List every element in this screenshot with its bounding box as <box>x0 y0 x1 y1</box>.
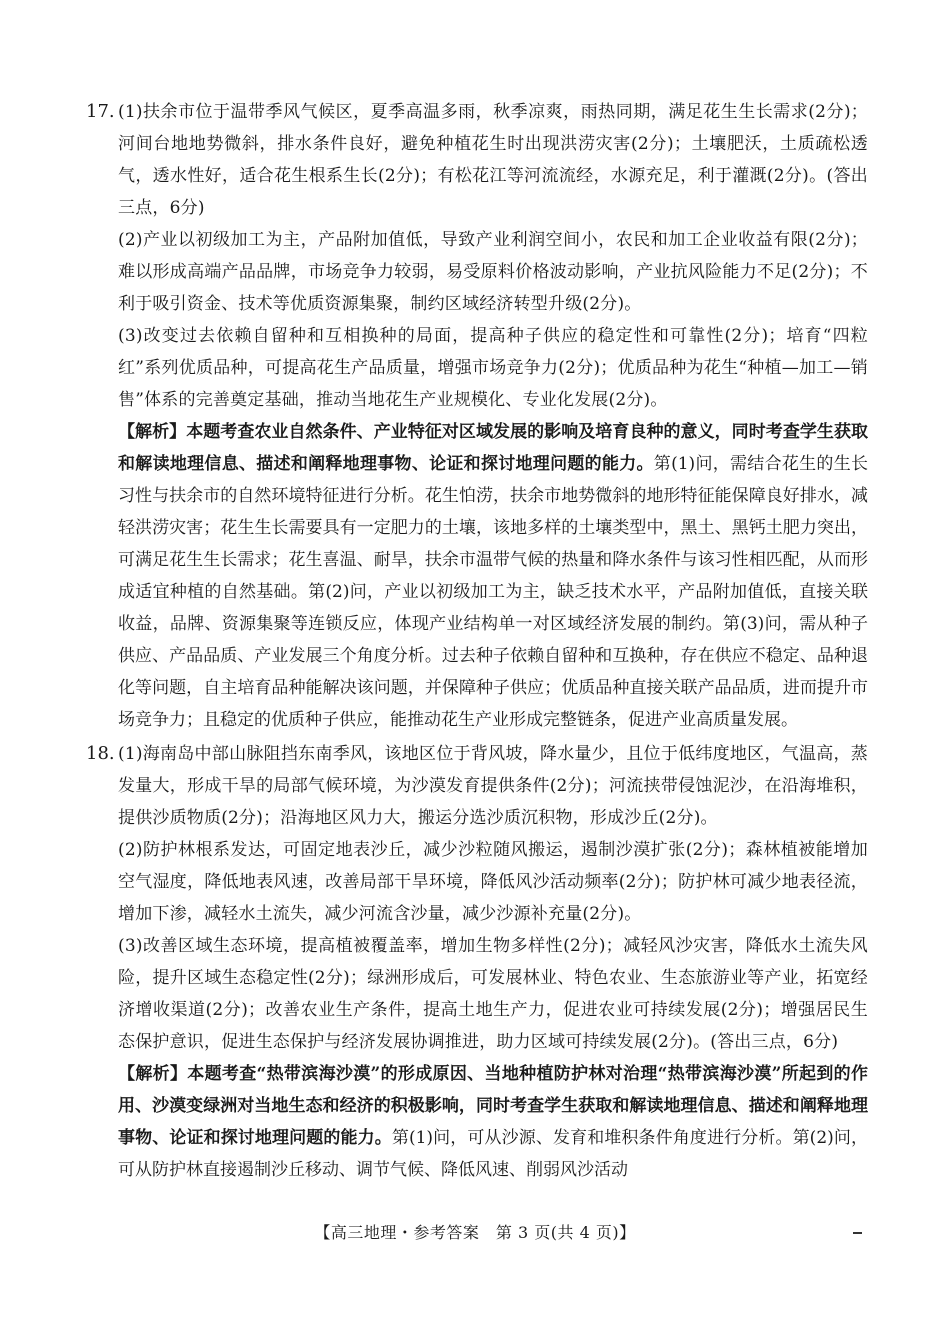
answer-part-3: (3)改变过去依赖自留种和互相换种的局面，提高种子供应的稳定性和可靠性(2分)；培育“四粒红”系列优质品种，可提高花生产品质量，增强市场竞争力(2分)；优质品种为花生“种植—加工—销售”体系的完善奠定基础，推动当地花生产业规模化、专业化发展(2分)。 <box>118 326 868 410</box>
question-18 <box>88 738 868 1186</box>
page-footer: 【高三地理・参考答案 第 3 页(共 4 页)】 <box>314 1223 636 1242</box>
analysis-body: 第(1)问，可从沙源、发育和堆积条件角度进行分析。第(2)问，可从防护林直接遏制沙丘移动、调节气候、降低风速、削弱风沙活动 <box>118 1128 868 1180</box>
answer-part-1: (1)扶余市位于温带季风气候区，夏季高温多雨，秋季凉爽，雨热同期，满足花生生长需求(2分)；河间台地地势微斜，排水条件良好，避免种植花生时出现洪涝灾害(2分)；土壤肥沃，土质疏松透气，透水性好，适合花生根系生长(2分)；有松花江等河流流经，水源充足，利于灌溉(2分)。(答出三点，6分) <box>118 102 868 218</box>
question-number: 17. <box>86 101 115 122</box>
analysis-lead: 本题考查农业自然条件、产业特征对区域发展的影响及培育良种的意义，同时考查学生获取和解读地理信息、描述和阐释地理事物、论证和探讨地理问题的能力。 <box>118 422 868 474</box>
analysis-body: 第(1)问，需结合花生的生长习性与扶余市的自然环境特征进行分析。花生怕涝，扶余市地势微斜的地形特征能保障良好排水，减轻洪涝灾害；花生生长需要具有一定肥力的土壤，该地多样的土壤类型中，黑土、黑钙土肥力突出，可满足花生生长需求；花生喜温、耐旱，扶余市温带气候的热量和降水条件与该习性相匹配，从而形成适宜种植的自然基础。第(2)问，产业以初级加工为主，缺乏技术水平，产品附加值低，直接关联收益，品牌、资源集聚等连锁反应，体现产业结构单一对区域经济发展的制约。第(3)问，需从种子供应、产品品质、产业发展三个角度分析。过去种子依赖自留种和互换种，存在供应不稳定、品种退化等问题，自主培育品种能解决该问题，并保障种子供应；优质品种直接关联产品品质，进而提升市场竞争力；且稳定的优质种子供应，能推动花生产业形成完整链条，促进产业高质量发展。 <box>118 454 868 730</box>
analysis-block <box>118 416 868 736</box>
analysis-block <box>118 1058 868 1186</box>
answer-part-2: (2)防护林根系发达，可固定地表沙丘，减少沙粒随风搬运，遏制沙漠扩张(2分)；森林植被能增加空气湿度，降低地表风速，改善局部干旱环境，降低风沙活动频率(2分)；防护林可减少地表径流，增加下渗，减轻水土流失，减少河流含沙量，减少沙源补充量(2分)。 <box>118 840 868 924</box>
analysis-tag: 【解析】 <box>118 422 187 442</box>
analysis-lead: 本题考查“热带滨海沙漠”的形成原因、当地种植防护林对治理“热带滨海沙漠”所起到的作用、沙漠变绿洲对当地生态和经济的积极影响，同时考查学生获取和解读地理信息、描述和阐释地理事物、论证和探讨地理问题的能力。 <box>118 1064 868 1148</box>
analysis-tag: 【解析】 <box>118 1064 188 1084</box>
answer-part-1: (1)海南岛中部山脉阻挡东南季风，该地区位于背风坡，降水量少，且位于低纬度地区，气温高，蒸发量大，形成干旱的局部气候环境，为沙漠发育提供条件(2分)；河流挟带侵蚀泥沙，在沿海堆积，提供沙质物质(2分)；沿海地区风力大，搬运分选沙质沉积物，形成沙丘(2分)。 <box>118 744 868 828</box>
corner-mark <box>853 1232 862 1234</box>
question-17 <box>88 96 868 736</box>
answer-content <box>88 96 868 1188</box>
answer-part-3: (3)改善区域生态环境，提高植被覆盖率，增加生物多样性(2分)；减轻风沙灾害，降低水土流失风险，提升区域生态稳定性(2分)；绿洲形成后，可发展林业、特色农业、生态旅游业等产业，拓宽经济增收渠道(2分)；改善农业生产条件，提高土地生产力，促进农业可持续发展(2分)；增强居民生态保护意识，促进生态保护与经济发展协调推进，助力区域可持续发展(2分)。(答出三点，6分) <box>118 936 868 1052</box>
question-number: 18. <box>86 743 115 764</box>
answer-part-2: (2)产业以初级加工为主，产品附加值低，导致产业利润空间小，农民和加工企业收益有限(2分)；难以形成高端产品品牌，市场竞争力较弱，易受原料价格波动影响，产业抗风险能力不足(2分)；不利于吸引资金、技术等优质资源集聚，制约区域经济转型升级(2分)。 <box>118 230 868 314</box>
